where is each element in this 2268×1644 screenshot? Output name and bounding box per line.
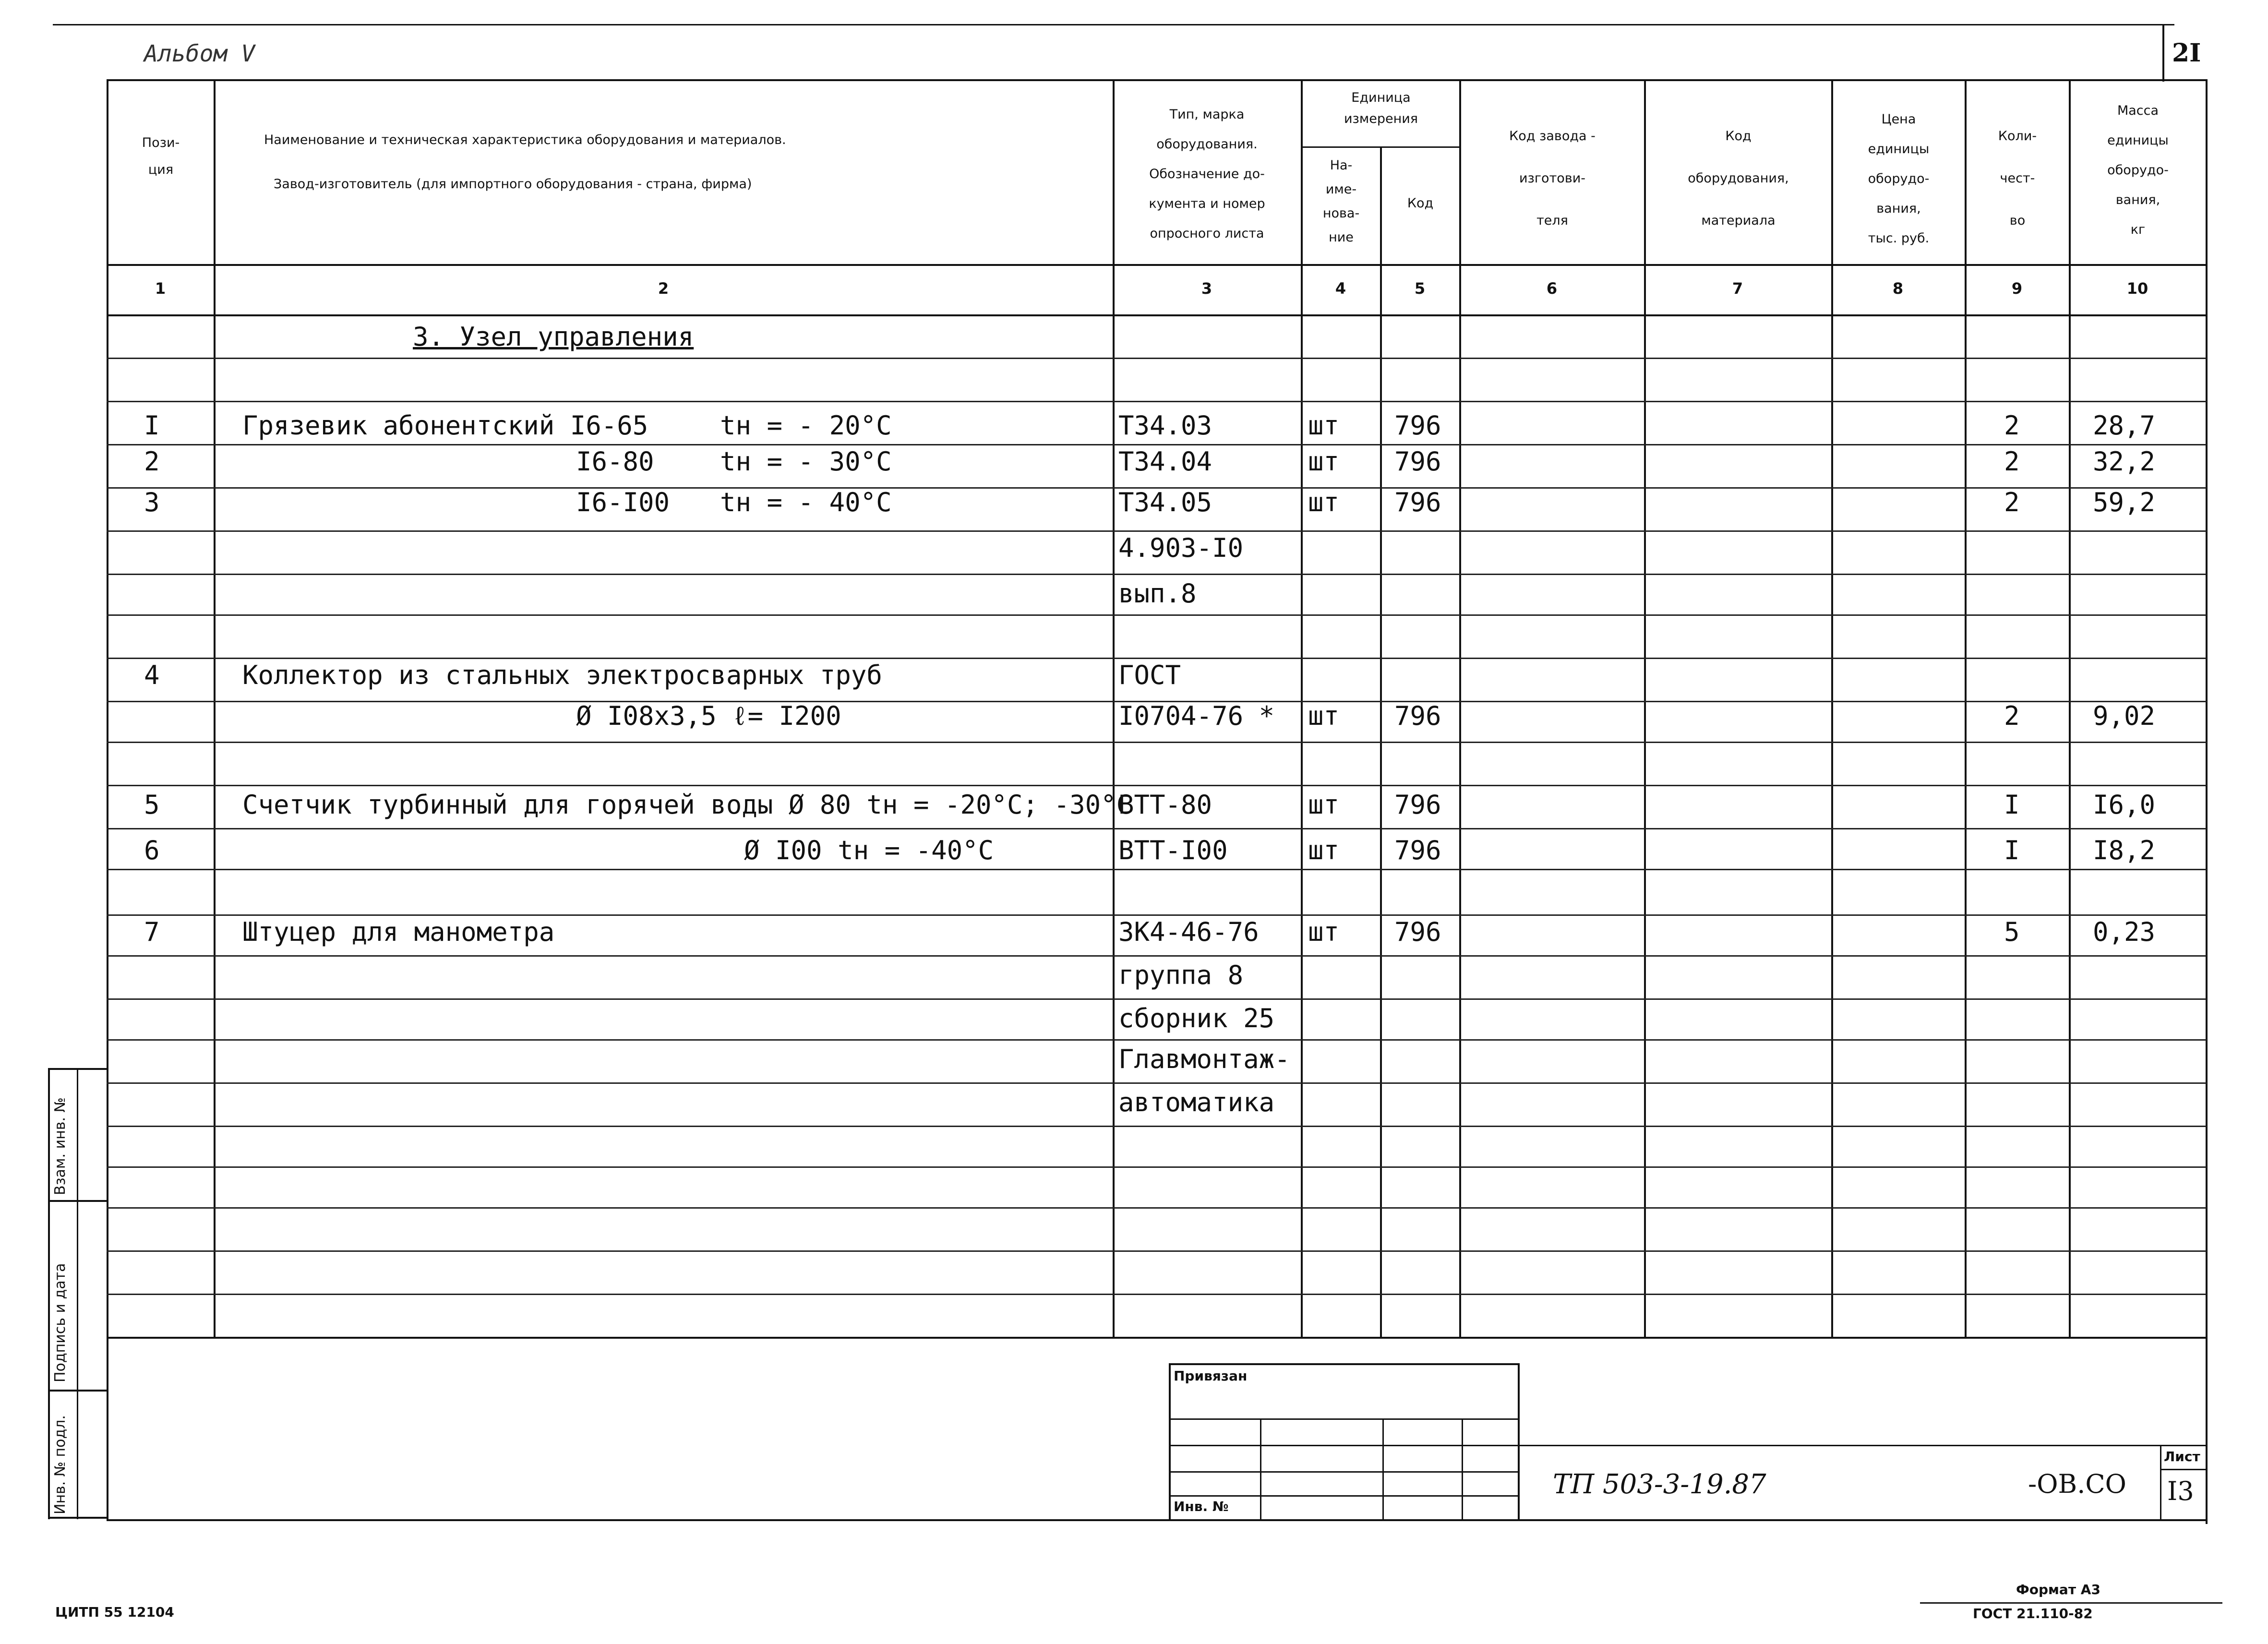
row-name: I6-I00 [576, 487, 670, 517]
row-mass: 59,2 [2093, 487, 2156, 517]
row-unit-code: 796 [1394, 917, 1441, 947]
column-number: 9 [2011, 279, 2023, 298]
col-line-1 [214, 79, 216, 1337]
row-line [107, 1294, 2207, 1295]
column-number: 3 [1201, 279, 1212, 298]
row-unit: шт [1308, 410, 1340, 441]
column-number: 7 [1732, 279, 1743, 298]
row-line [107, 785, 2207, 786]
row-unit-code: 796 [1394, 487, 1441, 517]
row-name: I6-80 [576, 446, 654, 477]
side-stamp-sep2 [48, 1390, 107, 1392]
header-type: Тип, марка оборудования. Обозначение до- кумента и номер опросного листа [1149, 107, 1265, 241]
header-mass: Масса единицы оборудо- вания, кг [2107, 103, 2169, 237]
row-position: I [144, 410, 160, 441]
row-quantity: 2 [2004, 701, 2020, 731]
row-line [107, 1207, 2207, 1209]
list-box-left [2160, 1445, 2161, 1519]
row-type: ВТТ-I00 [1118, 835, 1228, 865]
row-unit: шт [1308, 701, 1340, 731]
row-type: сборник 25 [1118, 1003, 1275, 1033]
row-unit: шт [1308, 446, 1340, 477]
row-position: 3 [144, 487, 160, 517]
header-price: Цена единицы оборудо- вания, тыс. руб. [1868, 112, 1930, 246]
privyazan-line2 [1169, 1445, 1519, 1446]
side-stamp-left-line [48, 1068, 50, 1519]
list-box-split [2160, 1469, 2207, 1470]
row-line [107, 444, 2207, 445]
column-number: 6 [1546, 279, 1558, 298]
side-stamp-mid-line [77, 1068, 78, 1519]
colnum-bottom-line [107, 314, 2207, 316]
row-line [107, 614, 2207, 616]
privyazan-left [1169, 1363, 1171, 1519]
side-stamp-inv-original: Инв. № подл. [52, 1415, 69, 1514]
row-type: I0704-76 * [1118, 701, 1275, 731]
privyazan-line3 [1169, 1471, 1519, 1473]
inv-no-label: Инв. № [1174, 1499, 1229, 1514]
frame-bottom-line [107, 1519, 2207, 1521]
row-unit: шт [1308, 835, 1340, 865]
header-top-line [107, 79, 2207, 81]
row-type: Главмонтаж- [1118, 1044, 1290, 1074]
row-mass: 32,2 [2093, 446, 2156, 477]
row-line [107, 1166, 2207, 1168]
row-unit-code: 796 [1394, 701, 1441, 731]
row-type: автоматика [1118, 1087, 1275, 1117]
side-stamp-bottom [48, 1517, 107, 1519]
header-quantity: Коли- чест- во [1998, 129, 2037, 228]
side-stamp-replaced-inv: Взам. инв. № [52, 1097, 69, 1195]
row-quantity: 2 [2004, 410, 2020, 441]
row-quantity: 2 [2004, 446, 2020, 477]
row-mass: 28,7 [2093, 410, 2156, 441]
privyazan-v2 [1382, 1418, 1384, 1519]
side-stamp-signature-date: Подпись и дата [52, 1263, 69, 1382]
col-line-8 [1965, 79, 1967, 1337]
col-line-10 [2206, 79, 2208, 1524]
row-line [107, 1250, 2207, 1252]
row-unit: шт [1308, 487, 1340, 517]
row-type: вып.8 [1118, 578, 1197, 609]
row-position: 7 [144, 917, 160, 947]
privyazan-line4 [1169, 1495, 1519, 1497]
row-type: Т34.05 [1118, 487, 1212, 517]
privyazan-line1 [1169, 1418, 1519, 1420]
header-unit-name: На- име- нова- ние [1322, 158, 1360, 245]
footer-left-code: ЦИТП 55 12104 [55, 1604, 174, 1620]
col-line-2 [1113, 79, 1115, 1337]
row-line [107, 658, 2207, 659]
list-number: I3 [2167, 1476, 2194, 1506]
row-temperature: tн = - 40°C [720, 487, 892, 517]
row-line [107, 401, 2207, 402]
side-stamp-sep1 [48, 1200, 107, 1202]
col-line-0 [107, 79, 108, 1519]
row-position: 2 [144, 446, 160, 477]
column-number: 4 [1335, 279, 1346, 298]
row-line [107, 1082, 2207, 1084]
row-line [107, 358, 2207, 359]
row-line [107, 998, 2207, 1000]
row-type: ВТТ-80 [1118, 790, 1212, 820]
unit-split-line [1301, 146, 1459, 148]
row-position: 6 [144, 835, 160, 865]
footer-right-line [1920, 1602, 2222, 1604]
row-unit-code: 796 [1394, 835, 1441, 865]
privyazan-right [1518, 1363, 1520, 1519]
row-type: группа 8 [1118, 960, 1244, 990]
col-line-7 [1831, 79, 1833, 1337]
column-number: 5 [1414, 279, 1426, 298]
row-mass: I8,2 [2093, 835, 2156, 865]
sheet-corner-number: 2I [2172, 38, 2201, 68]
row-temperature: tн = - 20°C [720, 410, 892, 441]
row-unit: шт [1308, 790, 1340, 820]
header-bottom-line [107, 264, 2207, 266]
footer-gost: ГОСТ 21.110-82 [1973, 1606, 2093, 1621]
row-type: Т34.03 [1118, 410, 1212, 441]
column-number: 1 [155, 279, 166, 298]
row-mass: 9,02 [2093, 701, 2156, 731]
privyazan-top [1169, 1363, 1519, 1365]
album-label: Альбом V [144, 40, 255, 67]
list-label: Лист [2164, 1449, 2200, 1464]
header-unit-code: Код [1407, 196, 1434, 211]
row-quantity: 5 [2004, 917, 2020, 947]
row-line [107, 914, 2207, 916]
row-line [107, 742, 2207, 743]
row-name: Коллектор из стальных электросварных труб [242, 660, 882, 690]
row-type: ГОСТ [1118, 660, 1181, 690]
footer-format: Формат А3 [2016, 1582, 2100, 1597]
row-line [107, 1039, 2207, 1041]
column-number: 2 [658, 279, 669, 298]
row-quantity: I [2004, 835, 2020, 865]
row-quantity: I [2004, 790, 2020, 820]
column-number: 10 [2126, 279, 2148, 298]
row-line [107, 574, 2207, 575]
row-line [107, 828, 2207, 829]
top-border-line [53, 24, 2174, 25]
row-unit: шт [1308, 917, 1340, 947]
row-quantity: 2 [2004, 487, 2020, 517]
designation-top [1518, 1445, 2207, 1446]
column-number: 8 [1892, 279, 1904, 298]
row-position: 5 [144, 790, 160, 820]
row-type: Т34.04 [1118, 446, 1212, 477]
row-unit-code: 796 [1394, 790, 1441, 820]
section-title: 3. Узел управления [413, 322, 694, 352]
designation: ТП 503-3-19.87 [1553, 1469, 1766, 1500]
header-unit-group: Единица измерения [1344, 90, 1418, 126]
privyazan-v1 [1260, 1418, 1261, 1519]
header-name-line1: Наименование и техническая характеристика оборудования и материалов. [264, 132, 786, 147]
row-name: Ø I08x3,5 ℓ= I200 [576, 701, 841, 731]
row-temperature: tн = - 30°C [720, 446, 892, 477]
row-unit-code: 796 [1394, 410, 1441, 441]
row-line [107, 530, 2207, 532]
row-name: Грязевик абонентский I6-65 [242, 410, 648, 441]
header-position: Пози- ция [142, 135, 180, 177]
document-code: -ОВ.СО [2028, 1469, 2126, 1499]
header-equipment-code: Код оборудования, материала [1688, 129, 1789, 228]
table-bottom-line [107, 1337, 2207, 1339]
col-line-9 [2069, 79, 2071, 1337]
col-line-5 [1459, 79, 1461, 1337]
row-line [107, 869, 2207, 870]
row-position: 4 [144, 660, 160, 690]
header-name-line2: Завод-изготовитель (для импортного оборудования - страна, фирма) [274, 177, 752, 192]
row-name: Штуцер для манометра [242, 917, 555, 947]
side-stamp-top [48, 1068, 107, 1070]
col-line-6 [1644, 79, 1646, 1337]
row-name: Счетчик турбинный для горячей воды Ø 80 tн = -20°C; -30°C [242, 790, 1132, 820]
row-type: ЗК4-46-76 [1118, 917, 1259, 947]
row-name: Ø I00 tн = -40°C [744, 835, 994, 865]
row-type: 4.903-I0 [1118, 533, 1244, 563]
row-mass: I6,0 [2093, 790, 2156, 820]
row-unit-code: 796 [1394, 446, 1441, 477]
row-line [107, 955, 2207, 957]
corner-box-left [2162, 24, 2164, 82]
row-mass: 0,23 [2093, 917, 2156, 947]
privyazan-v3 [1462, 1418, 1463, 1519]
privyazan-label: Привязан [1174, 1368, 1248, 1384]
row-line [107, 1126, 2207, 1127]
header-factory-code: Код завода - изготови- теля [1509, 129, 1596, 228]
col-line-3 [1301, 79, 1303, 1337]
